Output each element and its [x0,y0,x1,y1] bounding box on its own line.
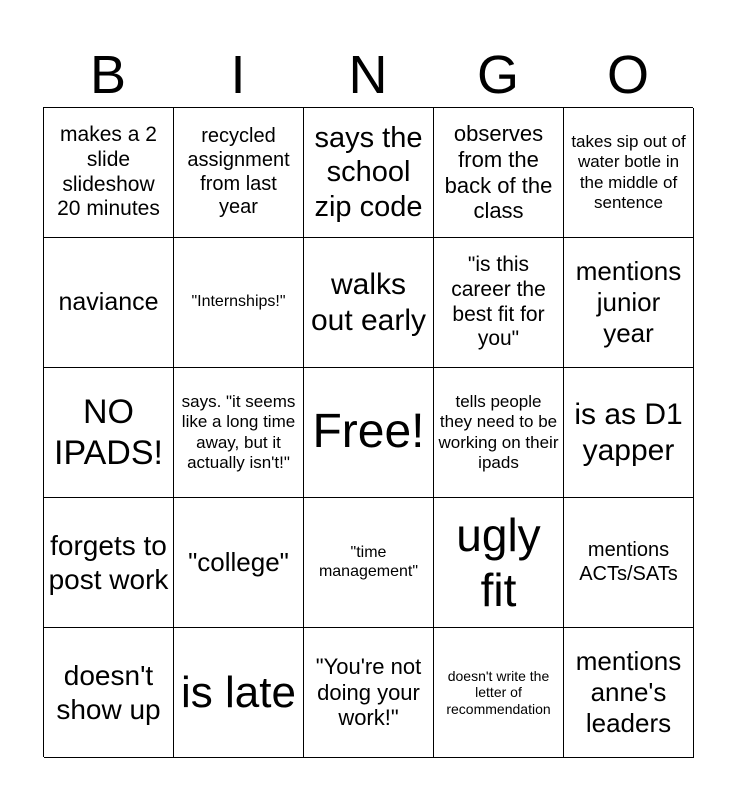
bingo-cell[interactable]: NO IPADS! [44,368,174,498]
bingo-cell[interactable]: doesn't write the letter of recommendation [434,628,564,758]
bingo-cell[interactable]: is as D1 yapper [564,368,694,498]
free-space-cell[interactable]: Free! [304,368,434,498]
header-letter-o: O [606,45,649,105]
bingo-cell[interactable]: recycled assignment from last year [174,108,304,238]
bingo-cell[interactable]: "is this career the best fit for you" [434,238,564,368]
bingo-cell[interactable]: doesn't show up [44,628,174,758]
bingo-cell[interactable]: "You're not doing your work!" [304,628,434,758]
bingo-cell[interactable]: says the school zip code [304,108,434,238]
bingo-cell[interactable]: naviance [44,238,174,368]
bingo-header [43,44,693,106]
bingo-cell[interactable]: "time management" [304,498,434,628]
bingo-cell[interactable]: observes from the back of the class [434,108,564,238]
header-letter-n: N [348,45,388,105]
bingo-grid [43,107,693,757]
bingo-cell[interactable]: tells people they need to be working on their ipads [434,368,564,498]
bingo-cell[interactable]: mentions ACTs/SATs [564,498,694,628]
header-letter-g: G [476,45,519,105]
bingo-cell[interactable]: makes a 2 slide slideshow 20 minutes [44,108,174,238]
bingo-cell[interactable]: ugly fit [434,498,564,628]
bingo-cell[interactable]: mentions junior year [564,238,694,368]
bingo-cell[interactable]: is late [174,628,304,758]
bingo-cell[interactable]: "Internships!" [174,238,304,368]
bingo-cell[interactable]: says. "it seems like a long time away, but it actually isn't!" [174,368,304,498]
header-letter-i: I [230,45,246,105]
bingo-cell[interactable]: forgets to post work [44,498,174,628]
bingo-cell[interactable]: "college" [174,498,304,628]
bingo-cell[interactable]: mentions anne's leaders [564,628,694,758]
header-letter-b: B [89,45,127,105]
bingo-cell[interactable]: walks out early [304,238,434,368]
bingo-cell[interactable]: takes sip out of water botle in the middle of sentence [564,108,694,238]
